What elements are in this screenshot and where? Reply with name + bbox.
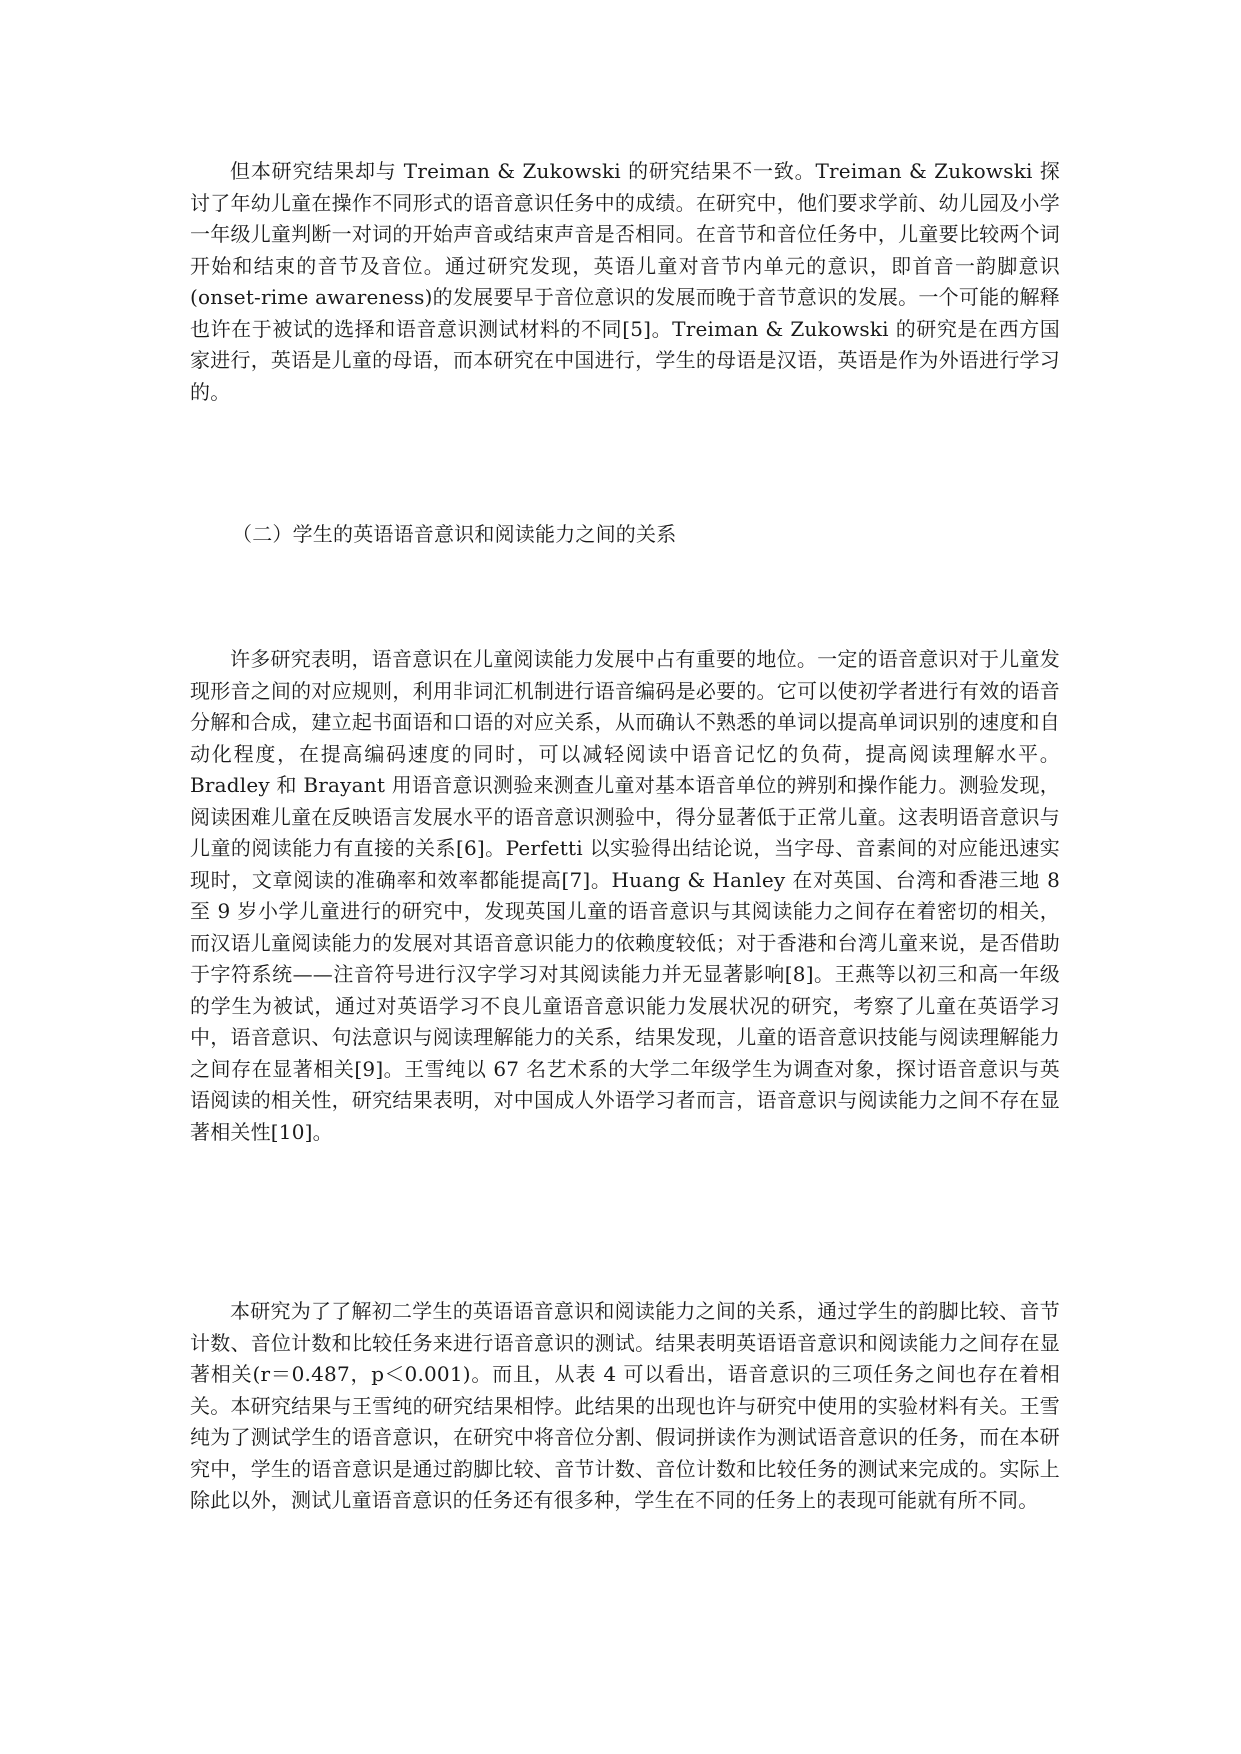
paragraph-1: 但本研究结果却与 Treiman & Zukowski 的研究结果不一致。Treiman & Zukowski 探讨了年幼儿童在操作不同形式的语音意识任务中的成绩。在研究中，他们要求学前、幼儿园及小学一年级儿童判断一对词的开始声音或结束声音是否相同。在音节和音位任务中，儿童要比较两个词开始和结束的音节及音位。通过研究发现，英语儿童对音节内单元的意识，即首音一韵脚意识(onset-rime awareness)的发展要早于音位意识的发展而晚于音节意识的发展。一个可能的解释也许在于被试的选择和语音意识测试材料的不同[5]。Treiman & Zukowski 的研究是在西方国家进行，英语是儿童的母语，而本研究在中国进行，学生的母语是汉语，英语是作为外语进行学习的。 [190, 159, 1060, 404]
paragraph-3: 本研究为了了解初二学生的英语语音意识和阅读能力之间的关系，通过学生的韵脚比较、音节计数、音位计数和比较任务来进行语音意识的测试。结果表明英语语音意识和阅读能力之间存在显著相关(r＝0.487，p＜0.001)。而且，从表 4 可以看出，语音意识的三项任务之间也存在着相关。本研究结果与王雪纯的研究结果相悖。此结果的出现也许与研究中使用的实验材料有关。王雪纯为了测试学生的语音意识，在研究中将音位分割、假词拼读作为测试语音意识的任务，而在本研究中，学生的语音意识是通过韵脚比较、音节计数、音位计数和比较任务的测试来完成的。实际上除此以外，测试儿童语音意识的任务还有很多种，学生在不同的任务上的表现可能就有所不同。 [190, 1299, 1060, 1512]
paragraph-2: 许多研究表明，语音意识在儿童阅读能力发展中占有重要的地位。一定的语音意识对于儿童发现形音之间的对应规则，利用非词汇机制进行语音编码是必要的。它可以使初学者进行有效的语音分解和合成，建立起书面语和口语的对应关系，从而确认不熟悉的单词以提高单词识别的速度和自动化程度，在提高编码速度的同时，可以减轻阅读中语音记忆的负荷，提高阅读理解水平。Bradley 和 Brayant 用语音意识测验来测查儿童对基本语音单位的辨别和操作能力。测验发现，阅读困难儿童在反映语言发展水平的语音意识测验中，得分显著低于正常儿童。这表明语音意识与儿童的阅读能力有直接的关系[6]。Perfetti 以实验得出结论说，当字母、音素间的对应能迅速实现时，文章阅读的准确率和效率都能提高[7]。Huang & Hanley 在对英国、台湾和香港三地 8 至 9 岁小学儿童进行的研究中，发现英国儿童的语音意识与其阅读能力之间存在着密切的相关，而汉语儿童阅读能力的发展对其语音意识能力的依赖度较低；对于香港和台湾儿童来说，是否借助于字符系统——注音符号进行汉字学习对其阅读能力并无显著影响[8]。王燕等以初三和高一年级的学生为被试，通过对英语学习不良儿童语音意识能力发展状况的研究，考察了儿童在英语学习中，语音意识、句法意识与阅读理解能力的关系，结果发现，儿童的语音意识技能与阅读理解能力之间存在显著相关[9]。王雪纯以 67 名艺术系的大学二年级学生为调查对象，探讨语音意识与英语阅读的相关性，研究结果表明，对中国成人外语学习者而言，语音意识与阅读能力之间不存在显著相关性[10]。 [190, 647, 1060, 1144]
section-heading: （二）学生的英语语音意识和阅读能力之间的关系 [232, 522, 677, 546]
